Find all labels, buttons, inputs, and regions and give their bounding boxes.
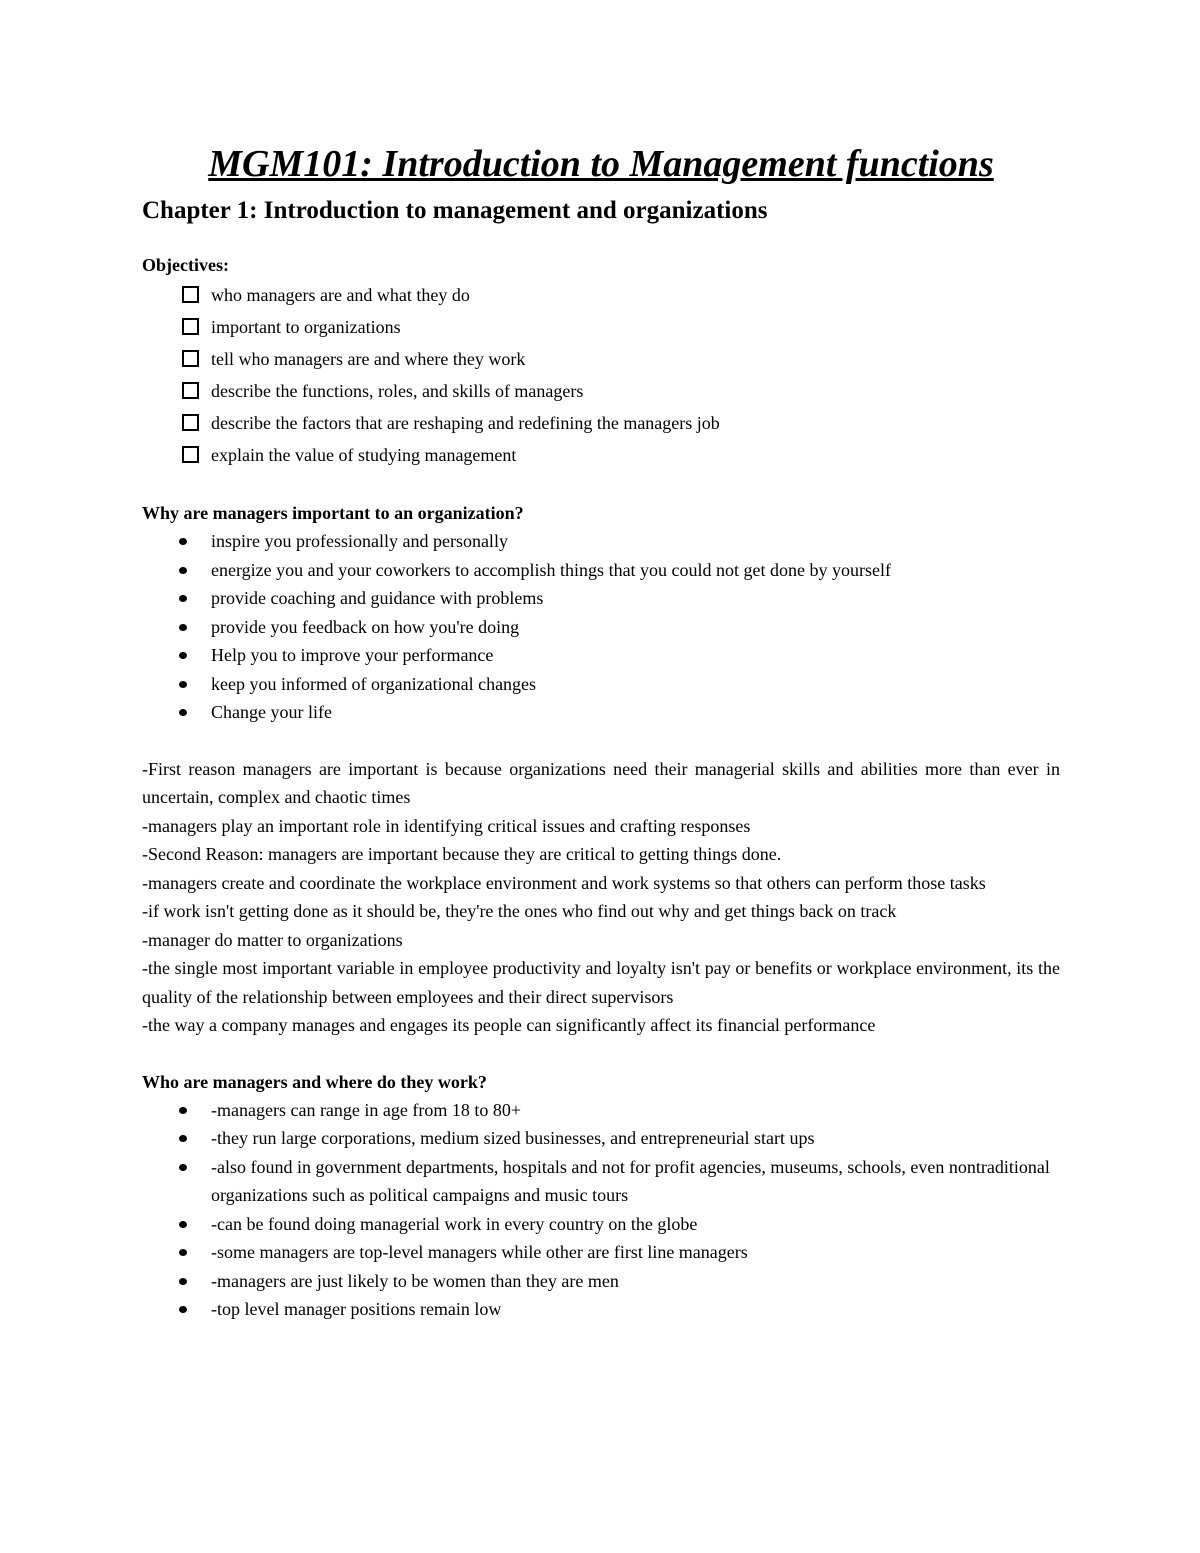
objective-text: describe the factors that are reshaping and redefining the managers job xyxy=(211,413,720,433)
bullet-text: -some managers are top-level managers while other are first line managers xyxy=(211,1242,748,1262)
bullet-text: -top level manager positions remain low xyxy=(211,1299,502,1319)
chapter-heading: Chapter 1: Introduction to management and organizations xyxy=(142,197,768,224)
who-heading: Who are managers and where do they work? xyxy=(142,1071,487,1092)
checkbox-icon xyxy=(182,446,199,463)
checkbox-icon xyxy=(182,286,199,303)
objectives-label: Objectives: xyxy=(142,255,229,275)
why-heading: Why are managers important to an organization? xyxy=(142,503,524,523)
bullet-icon xyxy=(179,1306,187,1313)
note-line: -First reason managers are important is because organizations need their managerial skills and abilities more than ever in uncertain, complex and chaotic times xyxy=(142,758,1060,807)
bullet-icon xyxy=(179,1221,187,1228)
bullet-icon xyxy=(179,1164,187,1171)
list-item xyxy=(142,641,1060,670)
list-item xyxy=(142,1096,1060,1125)
bullet-icon xyxy=(179,1135,187,1142)
bullet-icon xyxy=(179,709,187,716)
list-item xyxy=(142,407,1060,439)
note-line: -manager do matter to organizations xyxy=(142,929,403,950)
bullet-text: energize you and your coworkers to accomplish things that you could not get done by yourself xyxy=(211,559,892,580)
bullet-icon xyxy=(179,652,187,659)
list-item xyxy=(142,698,1060,727)
bullet-icon xyxy=(179,624,187,631)
list-item xyxy=(142,527,1060,556)
list-item xyxy=(142,375,1060,407)
list-item xyxy=(142,311,1060,343)
bullet-text: provide you feedback on how you're doing xyxy=(211,616,520,637)
bullet-text: -also found in government departments, hospitals and not for profit agencies, museums, schools, even nontraditional organizations such as political campaigns and music tours xyxy=(211,1156,1050,1205)
list-item xyxy=(142,1295,1060,1324)
note-line: -managers create and coordinate the workplace environment and work systems so that others can perform those tasks xyxy=(142,872,986,893)
bullet-icon xyxy=(179,1107,187,1114)
why-list xyxy=(142,527,1060,727)
document-page xyxy=(142,138,1060,1324)
bullet-text: Help you to improve your performance xyxy=(211,645,494,665)
document-title: MGM101: Introduction to Management functions xyxy=(208,143,994,185)
list-item xyxy=(142,1267,1060,1296)
bullet-icon xyxy=(179,681,187,688)
list-item xyxy=(142,1210,1060,1239)
bullet-icon xyxy=(179,567,187,574)
note-line: -the way a company manages and engages its people can significantly affect its financial performance xyxy=(142,1015,876,1035)
list-item xyxy=(142,670,1060,699)
bullet-icon xyxy=(179,1278,187,1285)
note-line: -Second Reason: managers are important because they are critical to getting things done. xyxy=(142,844,782,864)
bullet-text: -can be found doing managerial work in every country on the globe xyxy=(211,1213,698,1234)
objective-text: describe the functions, roles, and skills of managers xyxy=(211,381,584,401)
bullet-text: inspire you professionally and personally xyxy=(211,531,508,551)
bullet-text: -managers are just likely to be women than they are men xyxy=(211,1270,619,1291)
note-line: -managers play an important role in identifying critical issues and crafting responses xyxy=(142,815,751,836)
list-item xyxy=(142,343,1060,375)
objective-text: tell who managers are and where they work xyxy=(211,349,526,369)
list-item xyxy=(142,279,1060,311)
note-line: -the single most important variable in employee productivity and loyalty isn't pay or benefits or workplace environment, its the quality of the relationship between employees and their direct supervisors xyxy=(142,958,1060,1007)
bullet-text: Change your life xyxy=(211,702,332,722)
list-item xyxy=(142,1153,1060,1210)
checkbox-icon xyxy=(182,318,199,335)
objectives-list xyxy=(142,279,1060,471)
list-item xyxy=(142,1124,1060,1153)
list-item xyxy=(142,1238,1060,1267)
notes-paragraph xyxy=(142,755,1060,1040)
list-item xyxy=(142,556,1060,585)
checkbox-icon xyxy=(182,414,199,431)
objective-text: explain the value of studying management xyxy=(211,445,517,465)
bullet-text: -they run large corporations, medium sized businesses, and entrepreneurial start ups xyxy=(211,1128,815,1148)
bullet-text: keep you informed of organizational changes xyxy=(211,673,537,694)
checkbox-icon xyxy=(182,382,199,399)
objective-text: important to organizations xyxy=(211,317,401,337)
bullet-icon xyxy=(179,538,187,545)
list-item xyxy=(142,584,1060,613)
bullet-text: provide coaching and guidance with problems xyxy=(211,588,544,608)
checkbox-icon xyxy=(182,350,199,367)
objective-text: who managers are and what they do xyxy=(211,285,470,305)
note-line: -if work isn't getting done as it should be, they're the ones who find out why and get things back on track xyxy=(142,901,897,921)
bullet-text: -managers can range in age from 18 to 80+ xyxy=(211,1099,522,1120)
who-list xyxy=(142,1096,1060,1324)
list-item xyxy=(142,439,1060,471)
bullet-icon xyxy=(179,1249,187,1256)
list-item xyxy=(142,613,1060,642)
bullet-icon xyxy=(179,595,187,602)
